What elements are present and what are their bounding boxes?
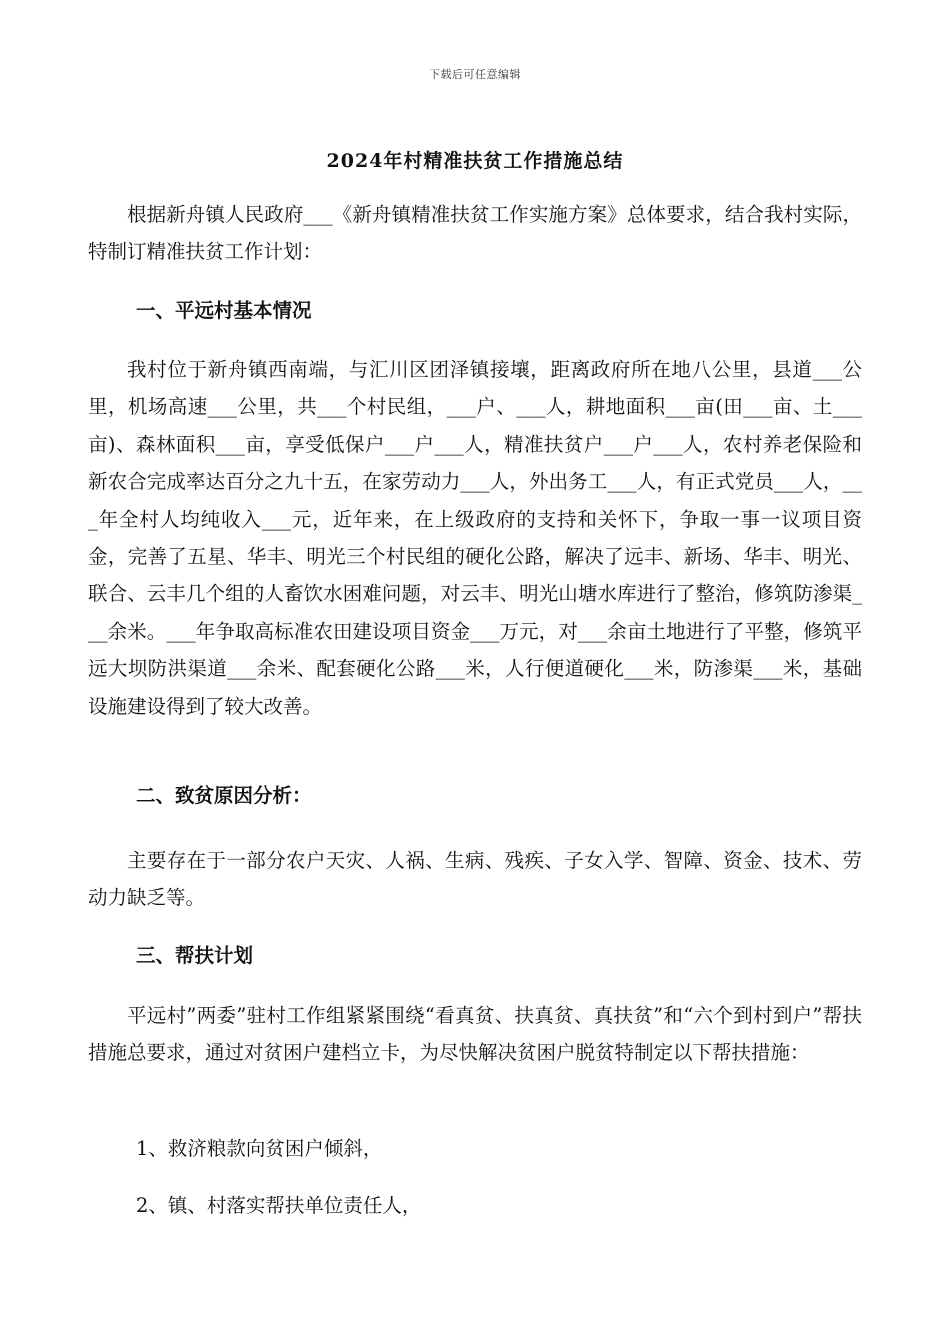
section-1-paragraph: 我村位于新舟镇西南端，与汇川区团泽镇接壤，距离政府所在地八公里，县道___公里，机场高速___公里，共___个村民组，___户、___人，耕地面积___亩(田___亩、土___亩)、森林面积___亩，享受低保户___户___人，精准扶贫户___户___人，农村养老保险和新农合完成率达百分之九十五，在家劳动力___人，外出务工___人，有正式党员___人，___年全村人均纯收入___元，近年来，在上级政府的支持和关怀下，争取一事一议项目资金，完善了五星、华丰、明光三个村民组的硬化公路，解决了远丰、新场、华丰、明光、联合、云丰几个组的人畜饮水困难问题，对云丰、明光山塘水库进行了整治，修筑防渗渠___余米。___年争取高标准农田建设项目资金___万元，对___余亩土地进行了平整，修筑平远大坝防洪渠道___余米、配套硬化公路___米，人行便道硬化___米，防渗渠___米，基础设施建设得到了较大改善。: [88, 358, 862, 718]
section-1-heading: 一、平远村基本情况: [136, 299, 312, 322]
document-title: 2024年村精准扶贫工作措施总结: [326, 150, 624, 172]
measure-item-2: 2、镇、村落实帮扶单位责任人，: [136, 1194, 422, 1217]
section-2-heading: 二、致贫原因分析：: [136, 784, 312, 807]
section-3-paragraph: 平远村”两委”驻村工作组紧紧围绕“看真贫、扶真贫、真扶贫”和“六个到村到户”帮扶措施总要求，通过对贫困户建档立卡，为尽快解决贫困户脱贫特制定以下帮扶措施：: [88, 1004, 862, 1065]
section-2-paragraph: 主要存在于一部分农户天灾、人祸、生病、残疾、子女入学、智障、资金、技术、劳动力缺乏等。: [88, 849, 862, 910]
header-note: 下载后可任意编辑: [429, 68, 521, 81]
measure-item-1: 1、救济粮款向贫困户倾斜，: [136, 1137, 383, 1160]
intro-paragraph: 根据新舟镇人民政府___《新舟镇精准扶贫工作实施方案》总体要求，结合我村实际，特制订精准扶贫工作计划：: [88, 203, 862, 264]
section-3-heading: 三、帮扶计划: [136, 944, 254, 967]
